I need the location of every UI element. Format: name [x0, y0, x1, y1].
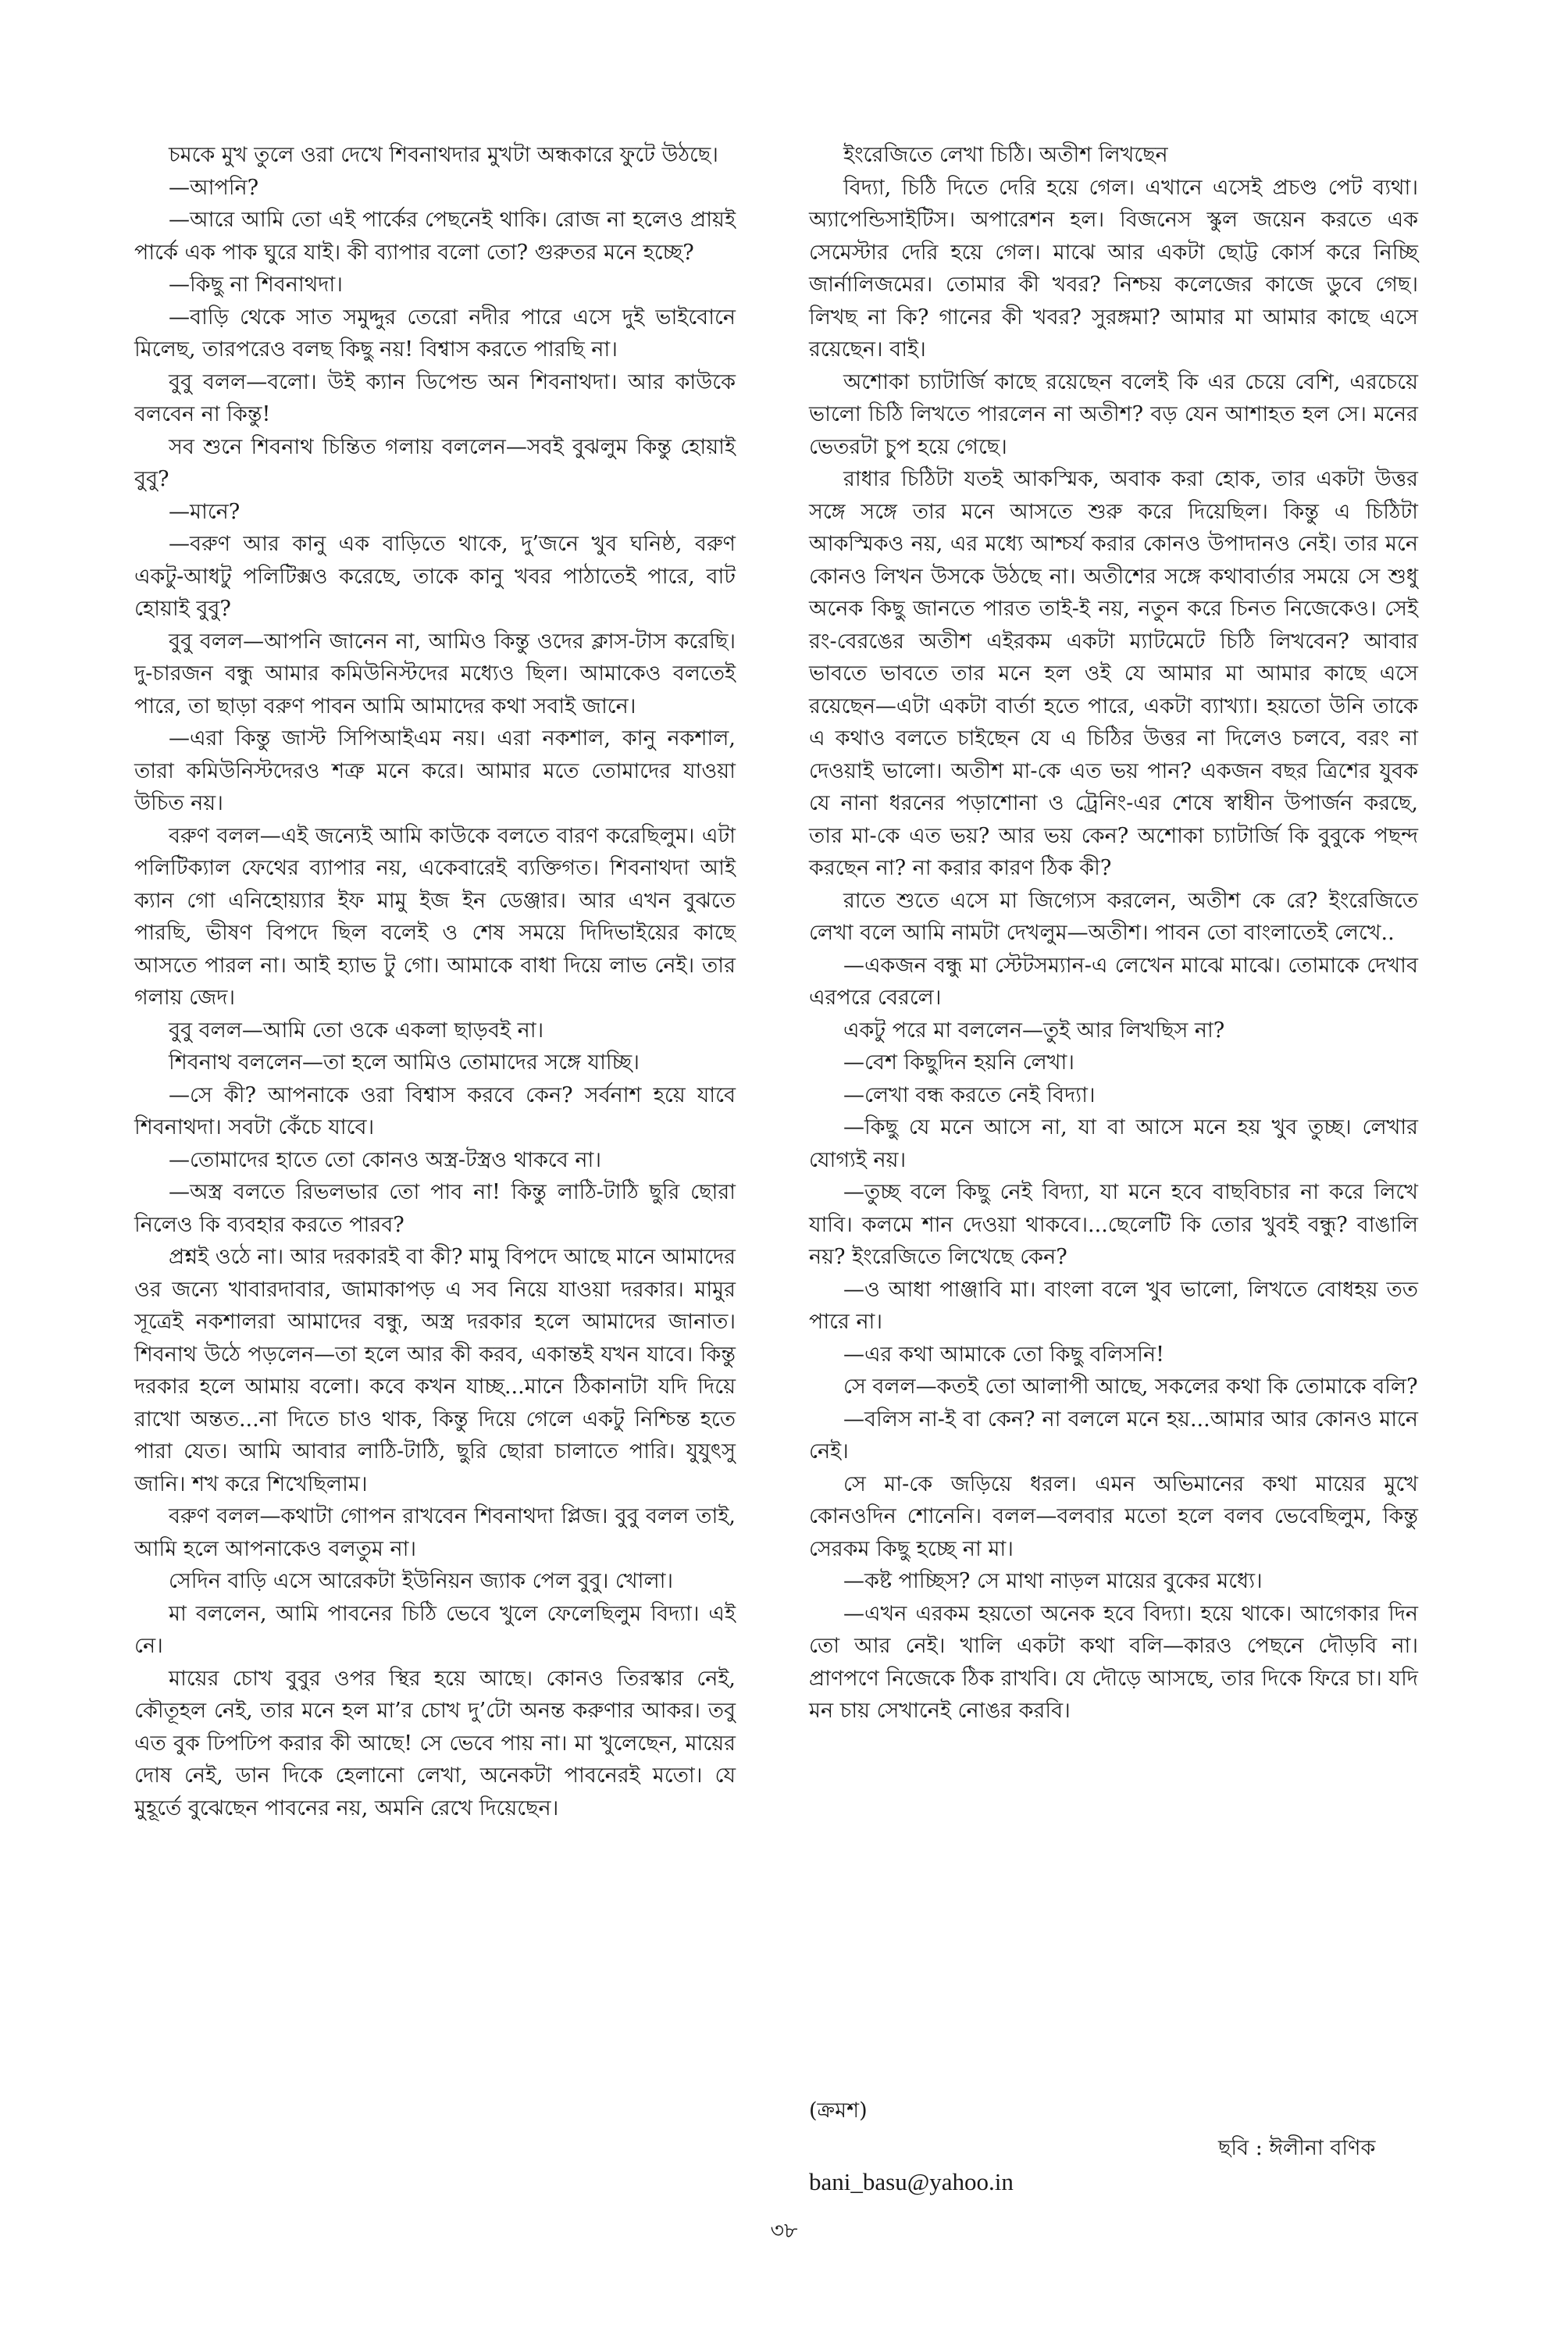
paragraph: রাধার চিঠিটা যতই আকস্মিক, অবাক করা হোক, তার একটা উত্তর সঙ্গে সঙ্গে তার মনে আসতে শুরু করে দিয়েছিল। কিন্তু এ চিঠিটা আকস্মিকও নয়, এর মধ্যে আশ্চর্য করার কোনও উপাদানও নেই। তার মনে কোনও লিখন উসকে উঠছে না। অতীশের সঙ্গে কথাবার্তার সময়ে সে শুধু অনেক কিছু জানতে পারত তাই-ই নয়, নতুন করে চিনত নিজেকেও। সেই রং-বেরঙের অতীশ এইরকম একটা ম্যাটমেটে চিঠি লিখবেন? আবার ভাবতে ভাবতে তার মনে হল ওই যে আমার মা আমার কাছে এসে রয়েছেন—এটা একটা বার্তা হতে পারে, একটা ব্যাখ্যা। হয়তো উনি তাকে এ কথাও বলতে চাইছেন যে এ চিঠির উত্তর না দিলেও চলবে, বরং না দেওয়াই ভালো। অতীশ মা-কে এত ভয় পান? একজন বছর ত্রিশের যুবক যে নানা ধরনের পড়াশোনা ও ট্রেনিং-এর শেষে স্বাধীন উপার্জন করছে, তার মা-কে এত ভয়? আর ভয় কেন? অশোকা চ্যাটার্জি কি বুবুকে পছন্দ করছেন না? না করার কারণ ঠিক কী? — [809, 467, 1418, 880]
paragraph: —সে কী? আপনাকে ওরা বিশ্বাস করবে কেন? সর্বনাশ হয়ে যাবে শিবনাথদা। সবটা কেঁচে যাবে। — [134, 1082, 736, 1139]
paragraph: মায়ের চোখ বুবুর ওপর স্থির হয়ে আছে। কোনও তিরস্কার নেই, কৌতূহল নেই, তার মনে হল মা’র চোখ দু’টো অনন্ত করুণার আকর। তবু এত বুক ঢিপঢিপ করার কী আছে! সে ভেবে পায় না। মা খুলেছেন, মায়ের দোষ নেই, ডান দিকে হেলানো লেখা, অনেকটা পাবনেরই মতো। যে মুহূর্তে বুঝেছেন পাবনের নয়, অমনি রেখে দিয়েছেন। — [134, 1666, 736, 1820]
left-column — [134, 139, 736, 1824]
paragraph: বরুণ বলল—কথাটা গোপন রাখবেন শিবনাথদা প্লিজ। বুবু বলল তাই, আমি হলে আপনাকেও বলতুম না। — [134, 1504, 736, 1561]
paragraph: বরুণ বলল—এই জন্যেই আমি কাউকে বলতে বারণ করেছিলুম। এটা পলিটিক্যাল ফেথের ব্যাপার নয়, একেবারেই ব্যক্তিগত। শিবনাথদা আই ক্যান গো এনিহোয়্যার ইফ মামু ইজ ইন ডেঞ্জার। আর এখন বুঝতে পারছি, ভীষণ বিপদে ছিল বলেই ও শেষ সময়ে দিদিভাইয়ের কাছে আসতে পারল না। আই হ্যাভ টু গো। আমাকে বাধা দিয়ে লাভ নেই। তার গলায় জেদ। — [134, 823, 736, 1010]
paragraph: —বেশ কিছুদিন হয়নি লেখা। — [843, 1050, 1074, 1075]
paragraph: অশোকা চ্যাটার্জি কাছে রয়েছেন বলেই কি এর চেয়ে বেশি, এরচেয়ে ভালো চিঠি লিখতে পারলেন না অতীশ? বড় যেন আশাহত হল সে। মনের ভেতরটা চুপ হয়ে গেছে। — [809, 369, 1418, 459]
paragraph: মা বললেন, আমি পাবনের চিঠি ভেবে খুলে ফেলেছিলুম বিদ্যা। এই নে। — [134, 1601, 736, 1658]
paragraph: —কিছু যে মনে আসে না, যা বা আসে মনে হয় খুব তুচ্ছ। লেখার যোগ্যই নয়। — [809, 1115, 1418, 1172]
paragraph: —এখন এরকম হয়তো অনেক হবে বিদ্যা। হয়ে থাকে। আগেকার দিন তো আর নেই। খালি একটা কথা বলি—কারও পেছনে দৌড়বি না। প্রাণপণে নিজেকে ঠিক রাখবি। যে দৌড়ে আসছে, তার দিকে ফিরে চা। যদি মন চায় সেখানেই নোঙর করবি। — [809, 1601, 1418, 1723]
paragraph: বুবু বলল—আমি তো ওকে একলা ছাড়বই না। — [169, 1018, 544, 1043]
paragraph: —এর কথা আমাকে তো কিছু বলিসনি! — [843, 1342, 1164, 1367]
paragraph: ইংরেজিতে লেখা চিঠি। অতীশ লিখছেন — [843, 143, 1168, 167]
paragraph: বিদ্যা, চিঠি দিতে দেরি হয়ে গেল। এখানে এসেই প্রচণ্ড পেট ব্যথা। অ্যাপেন্ডিসাইটিস। অপারেশন হল। বিজনেস স্কুল জয়েন করতে এক সেমেস্টার দেরি হয়ে গেল। মাঝে আর একটা ছোট্ট কোর্স করে নিচ্ছি জার্নালিজমের। তোমার কী খবর? নিশ্চয় কলেজের কাজে ডুবে গেছ। লিখছ না কি? গানের কী খবর? সুরঙ্গমা? আমার মা আমার কাছে এসে রয়েছেন। বাই। — [809, 175, 1418, 362]
paragraph: সে বলল—কতই তো আলাপী আছে, সকলের কথা কি তোমাকে বলি? — [843, 1375, 1418, 1399]
paragraph: একটু পরে মা বললেন—তুই আর লিখছিস না? — [843, 1018, 1225, 1043]
paragraph: —লেখা বন্ধ করতে নেই বিদ্যা। — [843, 1082, 1096, 1107]
paragraph: —ও আধা পাঞ্জাবি মা। বাংলা বলে খুব ভালো, লিখতে বোধহয় তত পারে না। — [809, 1277, 1418, 1334]
paragraph: —বরুণ আর কানু এক বাড়িতে থাকে, দু’জনে খুব ঘনিষ্ঠ, বরুণ একটু-আধটু পলিটিক্সও করেছে, তাকে কানু খবর পাঠাতেই পারে, বাট হোয়াই বুবু? — [134, 532, 736, 621]
paragraph: সে মা-কে জড়িয়ে ধরল। এমন অভিমানের কথা মায়ের মুখে কোনওদিন শোনেনি। বলল—বলবার মতো হলে বলব ভেবেছিলুম, কিন্তু সেরকম কিছু হচ্ছে না মা। — [809, 1471, 1418, 1561]
paragraph: প্রশ্নই ওঠে না। আর দরকারই বা কী? মামু বিপদে আছে মানে আমাদের ওর জন্যে খাবারদাবার, জামাকাপড় এ সব নিয়ে যাওয়া দরকার। মামুর সূত্রেই নকশালরা আমাদের বন্ধু, অস্ত্র দরকার হলে আমাদের জানাত। শিবনাথ উঠে পড়লেন—তা হলে আর কী করব, একান্তই যখন যাবে। কিন্তু দরকার হলে আমায় বলো। কবে কখন যাচ্ছ...মানে ঠিকানাটা যদি দিয়ে রাখো অন্তত...না দিতে চাও থাক, কিন্তু দিয়ে গেলে একটু নিশ্চিন্ত হতে পারা যেত। আমি আবার লাঠি-টাঠি, ছুরি ছোরা চালাতে পারি। যুযুৎসু জানি। শখ করে শিখেছিলাম। — [134, 1245, 736, 1496]
paragraph: —আরে আমি তো এই পার্কের পেছনেই থাকি। রোজ না হলেও প্রায়ই পার্কে এক পাক ঘুরে যাই। কী ব্যাপার বলো তো? গুরুতর মনে হচ্ছে? — [134, 208, 736, 265]
paragraph: —বাড়ি থেকে সাত সমুদ্দুর তেরো নদীর পারে এসে দুই ভাইবোনে মিলেছ, তারপরেও বলছ কিছু নয়! বিশ্বাস করতে পারছি না। — [134, 305, 736, 362]
paragraph: সব শুনে শিবনাথ চিন্তিত গলায় বললেন—সবই বুঝলুম কিন্তু হোয়াই বুবু? — [134, 434, 736, 491]
paragraph: —অস্ত্র বলতে রিভলভার তো পাব না! কিন্তু লাঠি-টাঠি ছুরি ছোরা নিলেও কি ব্যবহার করতে পারব? — [134, 1180, 736, 1237]
paragraph: —মানে? — [169, 499, 241, 524]
paragraph: —কিছু না শিবনাথদা। — [169, 273, 343, 297]
paragraph: শিবনাথ বললেন—তা হলে আমিও তোমাদের সঙ্গে যাচ্ছি। — [169, 1050, 640, 1075]
paragraph: —তুচ্ছ বলে কিছু নেই বিদ্যা, যা মনে হবে বাছবিচার না করে লিখে যাবি। কলমে শান দেওয়া থাকবে।...ছেলেটি কি তোর খুবই বন্ধু? বাঙালি নয়? ইংরেজিতে লিখেছে কেন? — [809, 1180, 1418, 1269]
paragraph: —একজন বন্ধু মা স্টেটসম্যান-এ লেখেন মাঝে মাঝে। তোমাকে দেখাব এরপরে বেরলে। — [809, 953, 1418, 1010]
paragraph: বুবু বলল—বলো। উই ক্যান ডিপেন্ড অন শিবনাথদা। আর কাউকে বলবেন না কিন্তু! — [134, 369, 736, 426]
paragraph: বুবু বলল—আপনি জানেন না, আমিও কিন্তু ওদের ক্লাস-টাস করেছি। দু-চারজন বন্ধু আমার কমিউনিস্টদের মধ্যেও ছিল। আমাকেও বলতেই পারে, তা ছাড়া বরুণ পাবন আমি আমাদের কথা সবাই জানে। — [134, 629, 736, 719]
right-column — [809, 139, 1418, 1728]
paragraph: —কষ্ট পাচ্ছিস? সে মাথা নাড়ল মায়ের বুকের মধ্যে। — [843, 1569, 1263, 1593]
paragraph: —বলিস না-ই বা কেন? না বললে মনে হয়...আমার আর কোনও মানে নেই। — [809, 1407, 1418, 1464]
page-number: ৩৮ — [770, 2219, 798, 2243]
paragraph: রাতে শুতে এসে মা জিগ্যেস করলেন, অতীশ কে রে? ইংরেজিতে লেখা বলে আমি নামটা দেখলুম—অতীশ। পাবন তো বাংলাতেই লেখে.. — [809, 888, 1418, 945]
author-email: bani_basu@yahoo.in — [809, 2168, 1014, 2195]
serial-note: (ক্রমশ) — [809, 2099, 868, 2123]
paragraph: সেদিন বাড়ি এসে আরেকটা ইউনিয়ন জ্যাক পেল বুবু। খোলা। — [169, 1569, 674, 1593]
paragraph: —এরা কিন্তু জাস্ট সিপিআইএম নয়। এরা নকশাল, কানু নকশাল, তারা কমিউনিস্টদেরও শত্রু মনে করে। আমার মতে তোমাদের যাওয়া উচিত নয়। — [134, 726, 736, 815]
paragraph: চমকে মুখ তুলে ওরা দেখে শিবনাথদার মুখটা অন্ধকারে ফুটে উঠছে। — [169, 143, 718, 167]
paragraph: —আপনি? — [169, 175, 259, 200]
illustration-credit: ছবি : ঈলীনা বণিক — [1218, 2136, 1376, 2160]
paragraph: —তোমাদের হাতে তো কোনও অস্ত্র-টস্ত্রও থাকবে না। — [169, 1147, 601, 1172]
